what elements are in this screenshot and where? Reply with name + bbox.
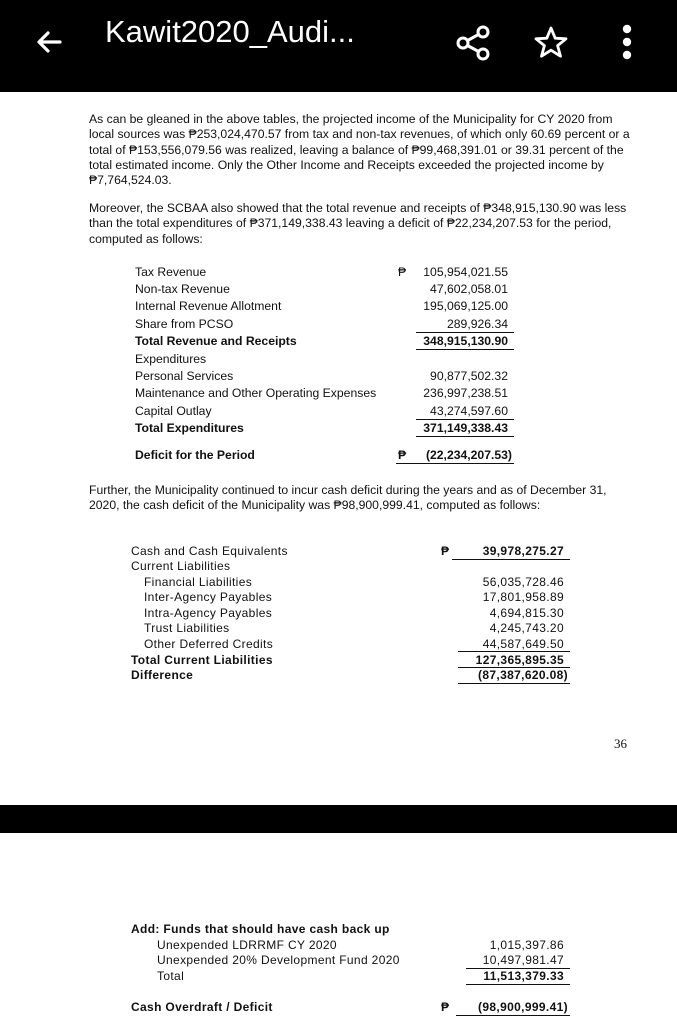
- table-row-label: Share from PCSO: [135, 317, 234, 331]
- paragraph-projected-income: As can be gleaned in the above tables, the projected income of the Municipality for CY 2020 from local sources was ₱253,024,470.57 from tax and non-tax revenues, of which only 60.69 percent or a total of ₱153,556,079.56 was realized, leaving a balance of ₱99,468,391.01 or 39.31 percent of the total estimated income. Only the Other Income and Receipts exceeded the projected income by ₱7,764,524.03.: [89, 112, 630, 188]
- document-page-2: [0, 833, 677, 1024]
- table-row-label: Other Deferred Credits: [144, 637, 274, 651]
- table-row-value: 43,274,597.60: [430, 404, 508, 418]
- star-icon[interactable]: [530, 22, 572, 64]
- peso-sign: ₱: [441, 1000, 450, 1014]
- table-row-value: 195,069,125.00: [423, 299, 508, 313]
- page-divider: [0, 805, 677, 833]
- table-row-label: Total Current Liabilities: [131, 653, 273, 667]
- table-row-label: Difference: [131, 668, 194, 682]
- table-row-label: Personal Services: [135, 369, 234, 383]
- table-row-value: (98,900,999.41): [478, 1000, 568, 1014]
- table-row-label: Total: [157, 969, 185, 983]
- peso-sign: ₱: [398, 448, 407, 462]
- table-row-value: 11,513,379.33: [483, 969, 564, 983]
- paragraph-scbaa: Moreover, the SCBAA also showed that the total revenue and receipts of ₱348,915,130.90 was less than the total expenditures of ₱371,149,338.43 leaving a deficit of ₱22,234,207.53 for the period, computed as follows:: [89, 201, 627, 246]
- table-row-value: 17,801,958.89: [482, 590, 564, 604]
- table-row-value: 4,694,815.30: [489, 606, 564, 620]
- table-row-label: Deficit for the Period: [135, 448, 255, 462]
- table-section-label: Add: Funds that should have cash back up: [131, 922, 390, 936]
- table-row-value: (87,387,620.08): [478, 668, 568, 682]
- deficit-rule: [396, 463, 514, 464]
- table-row-value: 236,997,238.51: [423, 386, 508, 400]
- table-row-value: 348,915,130.90: [423, 334, 508, 348]
- table-row-value: 10,497,981.47: [482, 953, 564, 967]
- app-bar: [0, 0, 677, 92]
- table-row-value: 90,877,502.32: [430, 369, 508, 383]
- amount-rule: [452, 559, 570, 560]
- overdraft-rule: [456, 1015, 570, 1016]
- document-page: [0, 98, 677, 805]
- subtotal-rule: [416, 332, 514, 333]
- document-title: Kawit2020_Audi...: [105, 14, 355, 49]
- table-row-label: Inter-Agency Payables: [144, 590, 273, 604]
- table-section-label: Current Liabilities: [131, 559, 231, 573]
- total-rule: [416, 349, 514, 350]
- peso-sign: ₱: [398, 265, 407, 279]
- table-row-label: Maintenance and Other Operating Expenses: [135, 386, 377, 400]
- table-row-value: 39,978,275.27: [482, 544, 564, 558]
- total-rule: [466, 984, 570, 985]
- table-row-value: 371,149,338.43: [423, 421, 508, 435]
- table-row-value: 289,926.34: [447, 317, 508, 331]
- table-row-label: Tax Revenue: [135, 265, 207, 279]
- table-row-value: 105,954,021.55: [423, 265, 508, 279]
- subtotal-rule: [458, 651, 570, 652]
- table-row-label: Cash and Cash Equivalents: [131, 544, 288, 558]
- peso-sign: ₱: [441, 544, 450, 558]
- table-row-value: 47,602,058.01: [430, 282, 508, 296]
- back-arrow-icon[interactable]: [30, 22, 70, 62]
- total-rule: [416, 436, 514, 437]
- difference-rule: [458, 683, 570, 684]
- table-row-label: Total Expenditures: [135, 421, 244, 435]
- more-vert-icon[interactable]: [612, 20, 642, 64]
- share-icon[interactable]: [452, 22, 494, 64]
- table-row-value: 4,245,743.20: [489, 621, 564, 635]
- table-row-value: 56,035,728.46: [482, 575, 564, 589]
- table-row-value: (22,234,207.53): [425, 448, 512, 462]
- table-row-value: 127,365,895.35: [475, 653, 564, 667]
- table-row-value: 44,587,649.50: [482, 637, 564, 651]
- table-row-label: Internal Revenue Allotment: [135, 299, 282, 313]
- table-row-label: Total Revenue and Receipts: [135, 334, 297, 348]
- table-row-label: Financial Liabilities: [144, 575, 253, 589]
- table-row-label: Intra-Agency Payables: [144, 606, 273, 620]
- table-row-label: Cash Overdraft / Deficit: [131, 1000, 273, 1014]
- table-row-label: Trust Liabilities: [144, 621, 230, 635]
- table-row-value: 1,015,397.86: [489, 938, 564, 952]
- table-section-label: Expenditures: [135, 352, 207, 366]
- subtotal-rule: [416, 419, 514, 420]
- table-row-label: Unexpended LDRRMF CY 2020: [157, 938, 337, 952]
- table-row-label: Non-tax Revenue: [135, 282, 230, 296]
- table-row-label: Capital Outlay: [135, 404, 212, 418]
- table-row-label: Unexpended 20% Development Fund 2020: [157, 953, 400, 967]
- page-number: 36: [614, 736, 627, 751]
- paragraph-cash-deficit: Further, the Municipality continued to incur cash deficit during the years and as of December 31, 2020, the cash deficit of the Municipality was ₱98,900,999.41, computed as follows:: [89, 483, 607, 513]
